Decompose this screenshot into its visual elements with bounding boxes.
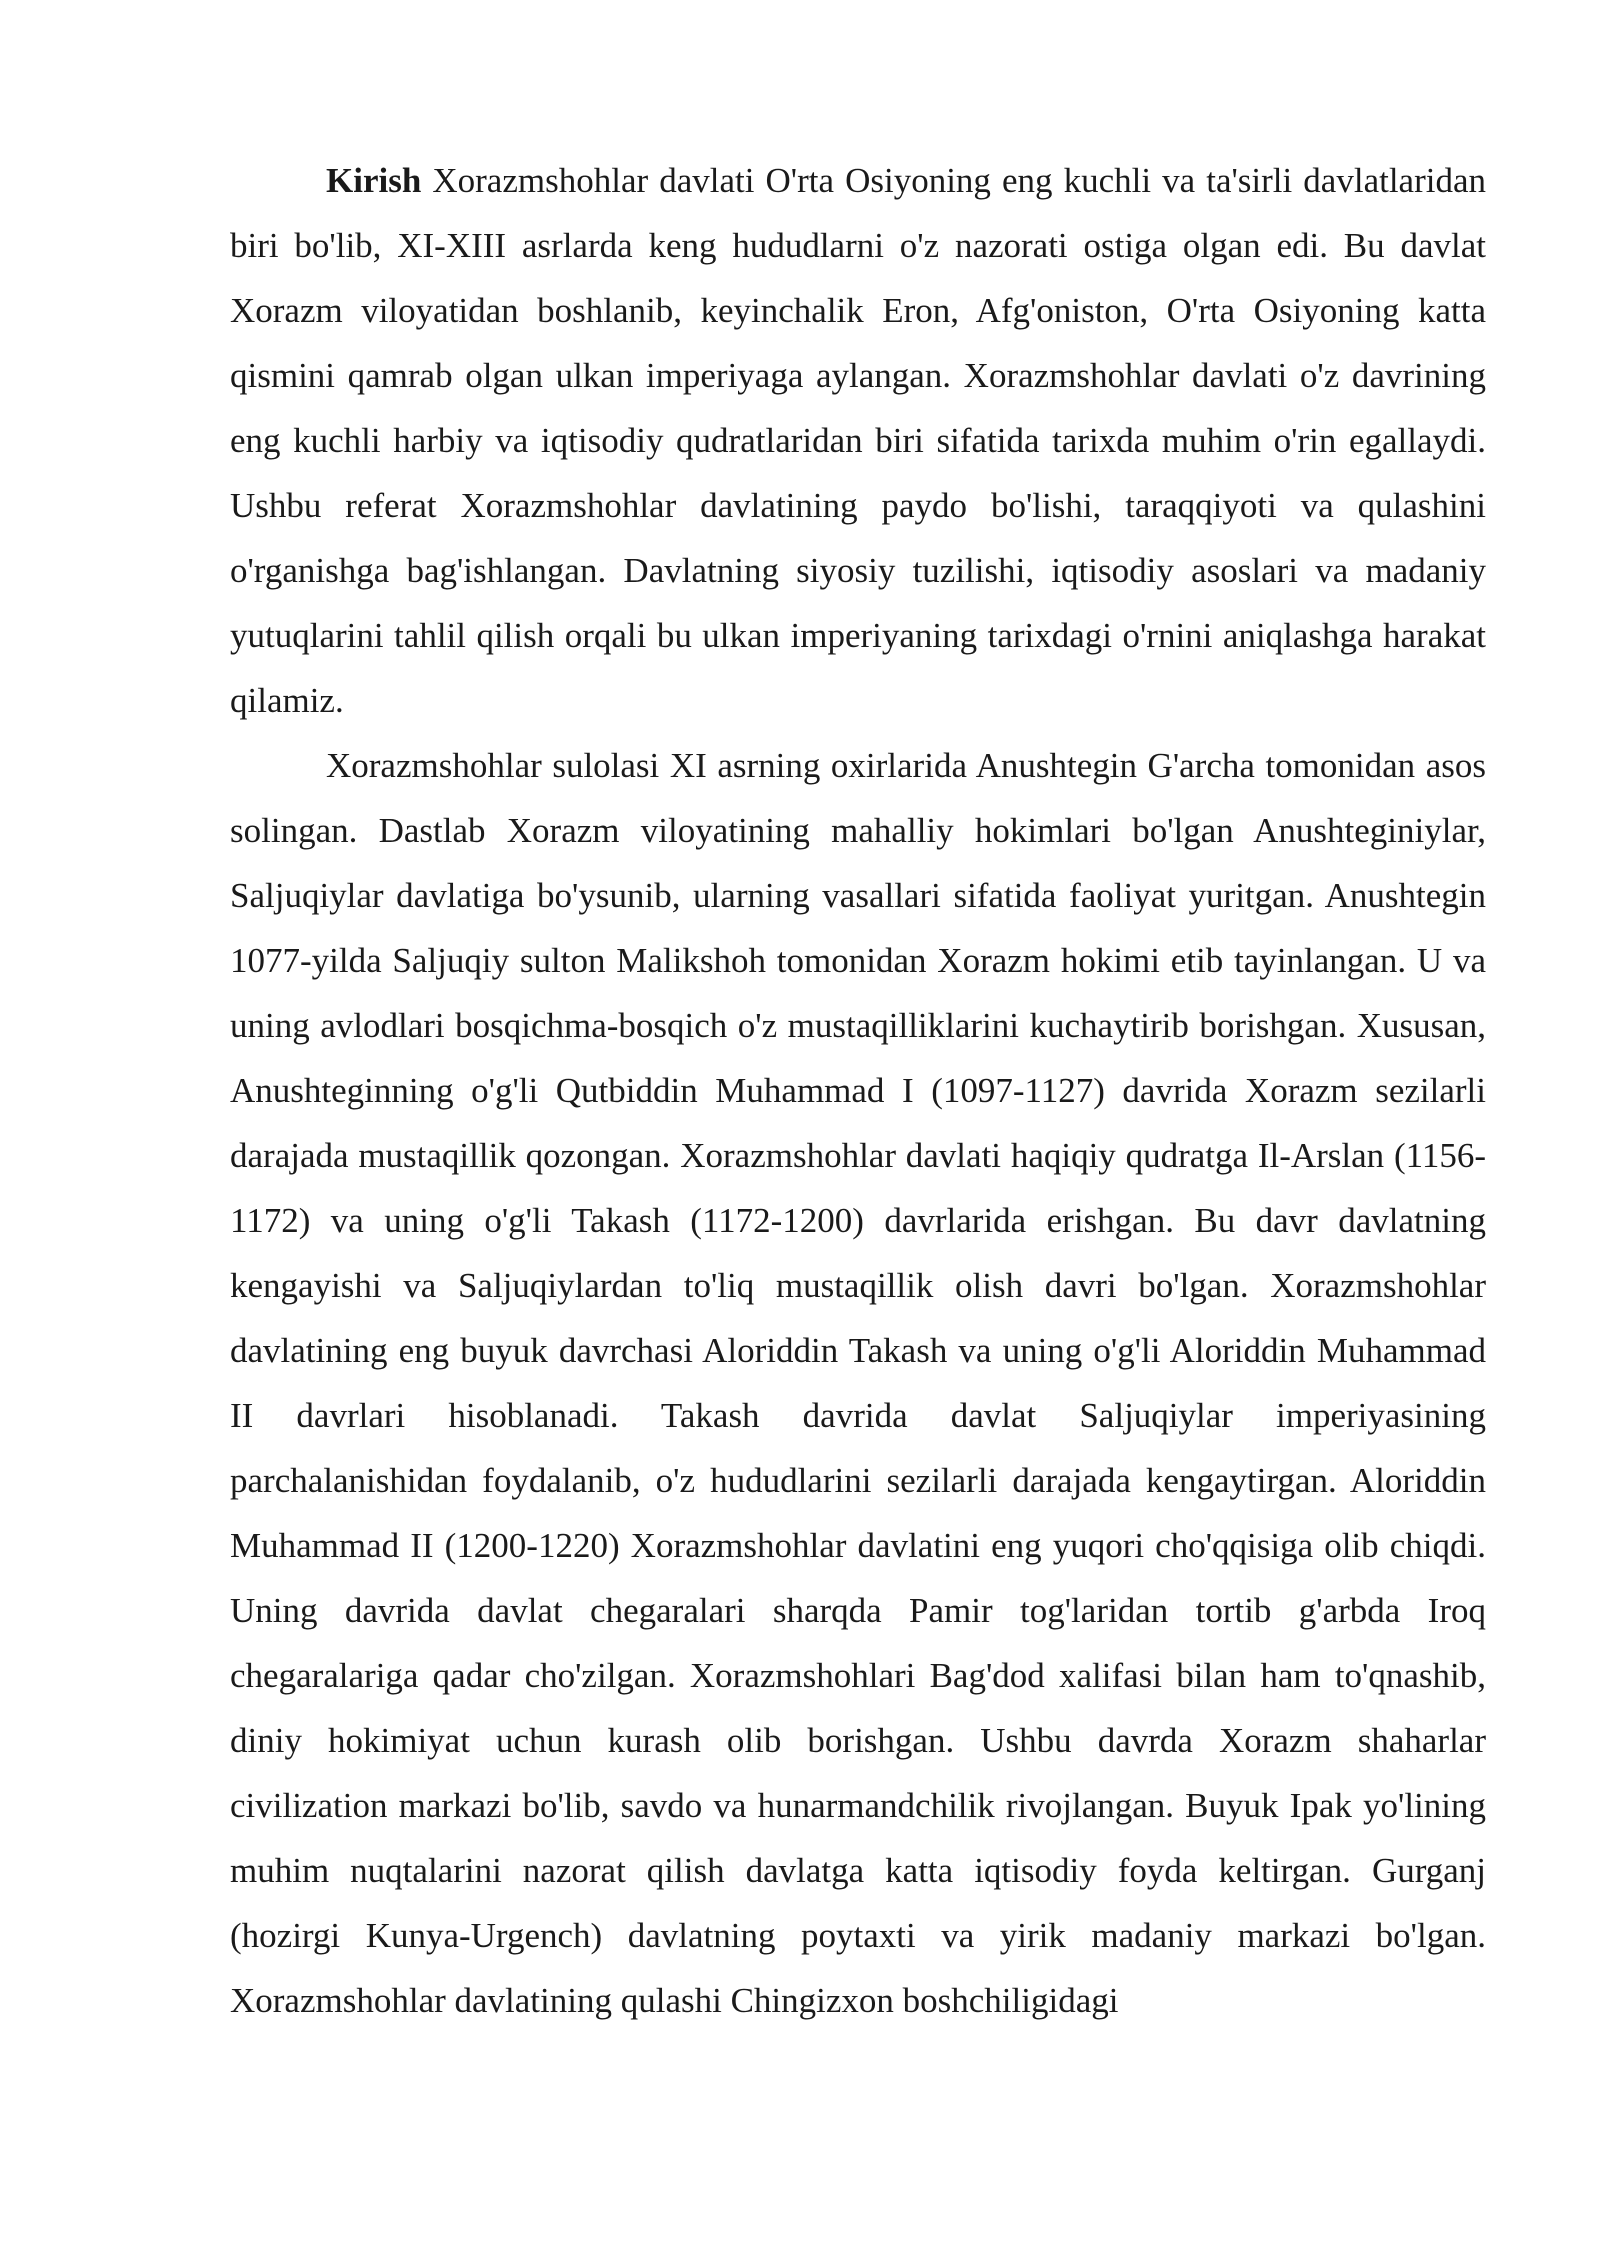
intro-text: Xorazmshohlar davlati O'rta Osiyoning eng kuchli va ta'sirli davlatlaridan biri bo'lib, XI-XIII asrlarda keng hududlarni o'z nazorati ostiga olgan edi. Bu davlat Xorazm viloyatidan boshlanib, keyinchalik Eron, Afg'oniston, O'rta Osiyoning katta qismini qamrab olgan ulkan imperiyaga aylangan. Xorazmshohlar davlati o'z davrining eng kuchli harbiy va iqtisodiy qudratlaridan biri sifatida tarixda muhim o'rin egallaydi. Ushbu referat Xorazmshohlar davlatining paydo bo'lishi, taraqqiyoti va qulashini o'rganishga bag'ishlangan. Davlatning siyosiy tuzilishi, iqtisodiy asoslari va madaniy yutuqlarini tahlil qilish orqali bu ulkan imperiyaning tarixdagi o'rnini aniqlashga harakat qilamiz. [230,161,1487,720]
section-heading: Kirish [326,161,422,200]
body-paragraph: Xorazmshohlar sulolasi XI asrning oxirlarida Anushtegin G'archa tomonidan asos solingan. Dastlab Xorazm viloyatining mahalliy hokimlari bo'lgan Anushteginiylar, Saljuqiylar davlatiga bo'ysunib, ularning vasallari sifatida faoliyat yuritgan. Anushtegin 1077-yilda Saljuqiy sulton Malikshoh tomonidan Xorazm hokimi etib tayinlangan. U va uning avlodlari bosqichma-bosqich o'z mustaqilliklarini kuchaytirib borishgan. Xususan, Anushteginning o'g'li Qutbiddin Muhammad I (1097-1127) davrida Xorazm sezilarli darajada mustaqillik qozongan. Xorazmshohlar davlati haqiqiy qudratga Il-Arslan (1156-1172) va uning o'g'li Takash (1172-1200) davrlarida erishgan. Bu davr davlatning kengayishi va Saljuqiylardan to'liq mustaqillik olish davri bo'lgan. Xorazmshohlar davlatining eng buyuk davrchasi Aloriddin Takash va uning o'g'li Aloriddin Muhammad II davrlari hisoblanadi. Takash davrida davlat Saljuqiylar imperiyasining parchalanishidan foydalanib, o'z hududlarini sezilarli darajada kengaytirgan. Aloriddin Muhammad II (1200-1220) Xorazmshohlar davlatini eng yuqori cho'qqisiga olib chiqdi. Uning davrida davlat chegaralari sharqda Pamir tog'laridan tortib g'arbda Iroq chegaralariga qadar cho'zilgan. Xorazmshohlari Bag'dod xalifasi bilan ham to'qnashib, diniy hokimiyat uchun kurash olib borishgan. Ushbu davrda Xorazm shaharlar civilization markazi bo'lib, savdo va hunarmandchilik rivojlangan. Buyuk Ipak yo'lining muhim nuqtalarini nazorat qilish davlatga katta iqtisodiy foyda keltirgan. Gurganj (hozirgi Kunya-Urgench) davlatning poytaxti va yirik madaniy markazi bo'lgan. Xorazmshohlar davlatining qulashi Chingizxon boshchiligidagi [230,746,1486,2020]
document-page [230,148,1486,2033]
intro-paragraph [230,148,1486,733]
